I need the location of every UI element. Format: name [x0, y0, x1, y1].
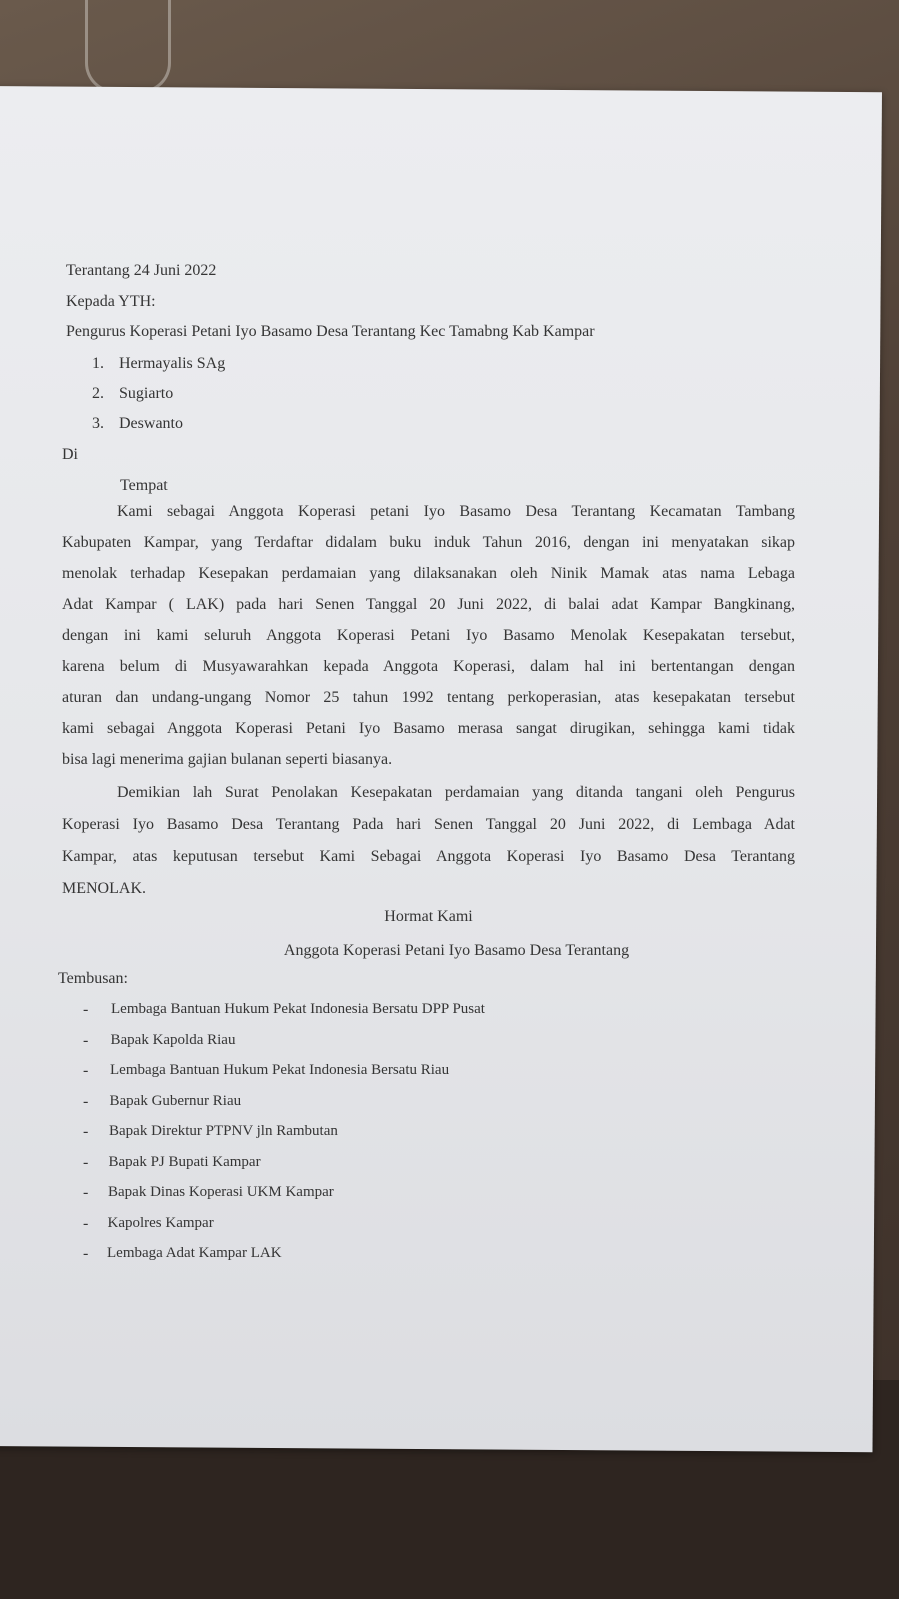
di-label: Di	[62, 446, 78, 463]
cc-recipient: Lembaga Bantuan Hukum Pekat Indonesia Bersatu DPP Pusat	[111, 1001, 485, 1017]
addressee-label: Kepada YTH:	[66, 293, 156, 310]
list-number: 1.	[92, 355, 104, 372]
bullet-dash: -	[83, 1092, 89, 1110]
paragraph-line: Adat Kampar ( LAK) pada hari Senen Tanggal 20 Juni 2022, di balai adat Kampar Bangkinang,	[62, 596, 795, 613]
list-number: 3.	[92, 415, 104, 432]
bullet-dash: -	[83, 1001, 89, 1018]
bullet-dash: -	[83, 1245, 89, 1262]
paragraph-line: MENOLAK.	[62, 880, 146, 897]
cc-recipient: Bapak PJ Bupati Kampar	[108, 1153, 261, 1170]
paragraph-line: bisa lagi menerima gajian bulanan seperti biasanya.	[62, 751, 393, 768]
tempat-label: Tempat	[120, 477, 168, 494]
signatory: Anggota Koperasi Petani Iyo Basamo Desa Terantang	[283, 942, 630, 959]
cc-recipient: Lembaga Adat Kampar LAK	[107, 1245, 282, 1261]
closing-salutation: Hormat Kami	[384, 908, 473, 925]
cc-recipient: Bapak Direktur PTPNV jln Rambutan	[109, 1123, 338, 1139]
recipient: Pengurus Koperasi Petani Iyo Basamo Desa Terantang Kec Tamabng Kab Kampar	[66, 323, 595, 340]
paragraph-line: menolak terhadap Kesepakan perdamaian yang dilaksanakan oleh Ninik Mamak atas nama Lebaga	[62, 565, 795, 582]
cc-label: Tembusan:	[58, 970, 128, 987]
board-member-name: Deswanto	[119, 415, 183, 432]
paragraph-line: kami sebagai Anggota Koperasi Petani Iyo Basamo merasa sangat dirugikan, sehingga kami tidak	[62, 720, 795, 737]
cc-recipient: Bapak Gubernur Riau	[109, 1092, 242, 1109]
cc-recipient: Lembaga Bantuan Hukum Pekat Indonesia Bersatu Riau	[110, 1062, 450, 1078]
bullet-dash: -	[83, 1062, 89, 1079]
place-date: Terantang 24 Juni 2022	[66, 262, 217, 279]
paragraph-line: dengan ini kami seluruh Anggota Koperasi Petani Iyo Basamo Menolak Kesepakatan tersebut,	[62, 627, 795, 644]
binder-clip	[85, 0, 171, 93]
cc-recipient: Kapolres Kampar	[107, 1214, 214, 1231]
bullet-dash: -	[83, 1214, 89, 1232]
cc-recipient: Bapak Dinas Koperasi UKM Kampar	[108, 1184, 334, 1200]
paragraph-line: Kabupaten Kampar, yang Terdaftar didalam buku induk Tahun 2016, dengan ini menyatakan sikap	[62, 534, 795, 551]
paragraph-line: karena belum di Musyawarahkan kepada Anggota Koperasi, dalam hal ini bertentangan dengan	[62, 658, 795, 675]
board-member-name: Sugiarto	[119, 385, 174, 402]
board-member-name: Hermayalis SAg	[119, 355, 226, 372]
bullet-dash: -	[83, 1123, 89, 1140]
paragraph-line: Kami sebagai Anggota Koperasi petani Iyo Basamo Desa Terantang Kecamatan Tambang	[117, 503, 795, 520]
bullet-dash: -	[83, 1184, 89, 1201]
paragraph-line: aturan dan undang-ungang Nomor 25 tahun 1992 tentang perkoperasian, atas kesepakatan tersebut	[62, 689, 795, 706]
bullet-dash: -	[83, 1153, 89, 1171]
paragraph-line: Demikian lah Surat Penolakan Kesepakatan perdamaian yang ditanda tangani oleh Pengurus	[117, 784, 795, 801]
cc-recipient: Bapak Kapolda Riau	[110, 1031, 236, 1048]
list-number: 2.	[92, 385, 104, 402]
bullet-dash: -	[83, 1031, 89, 1049]
paragraph-line: Kampar, atas keputusan tersebut Kami Sebagai Anggota Koperasi Iyo Basamo Desa Terantang	[62, 848, 795, 865]
paragraph-line: Koperasi Iyo Basamo Desa Terantang Pada hari Senen Tanggal 20 Juni 2022, di Lembaga Adat	[62, 816, 795, 833]
